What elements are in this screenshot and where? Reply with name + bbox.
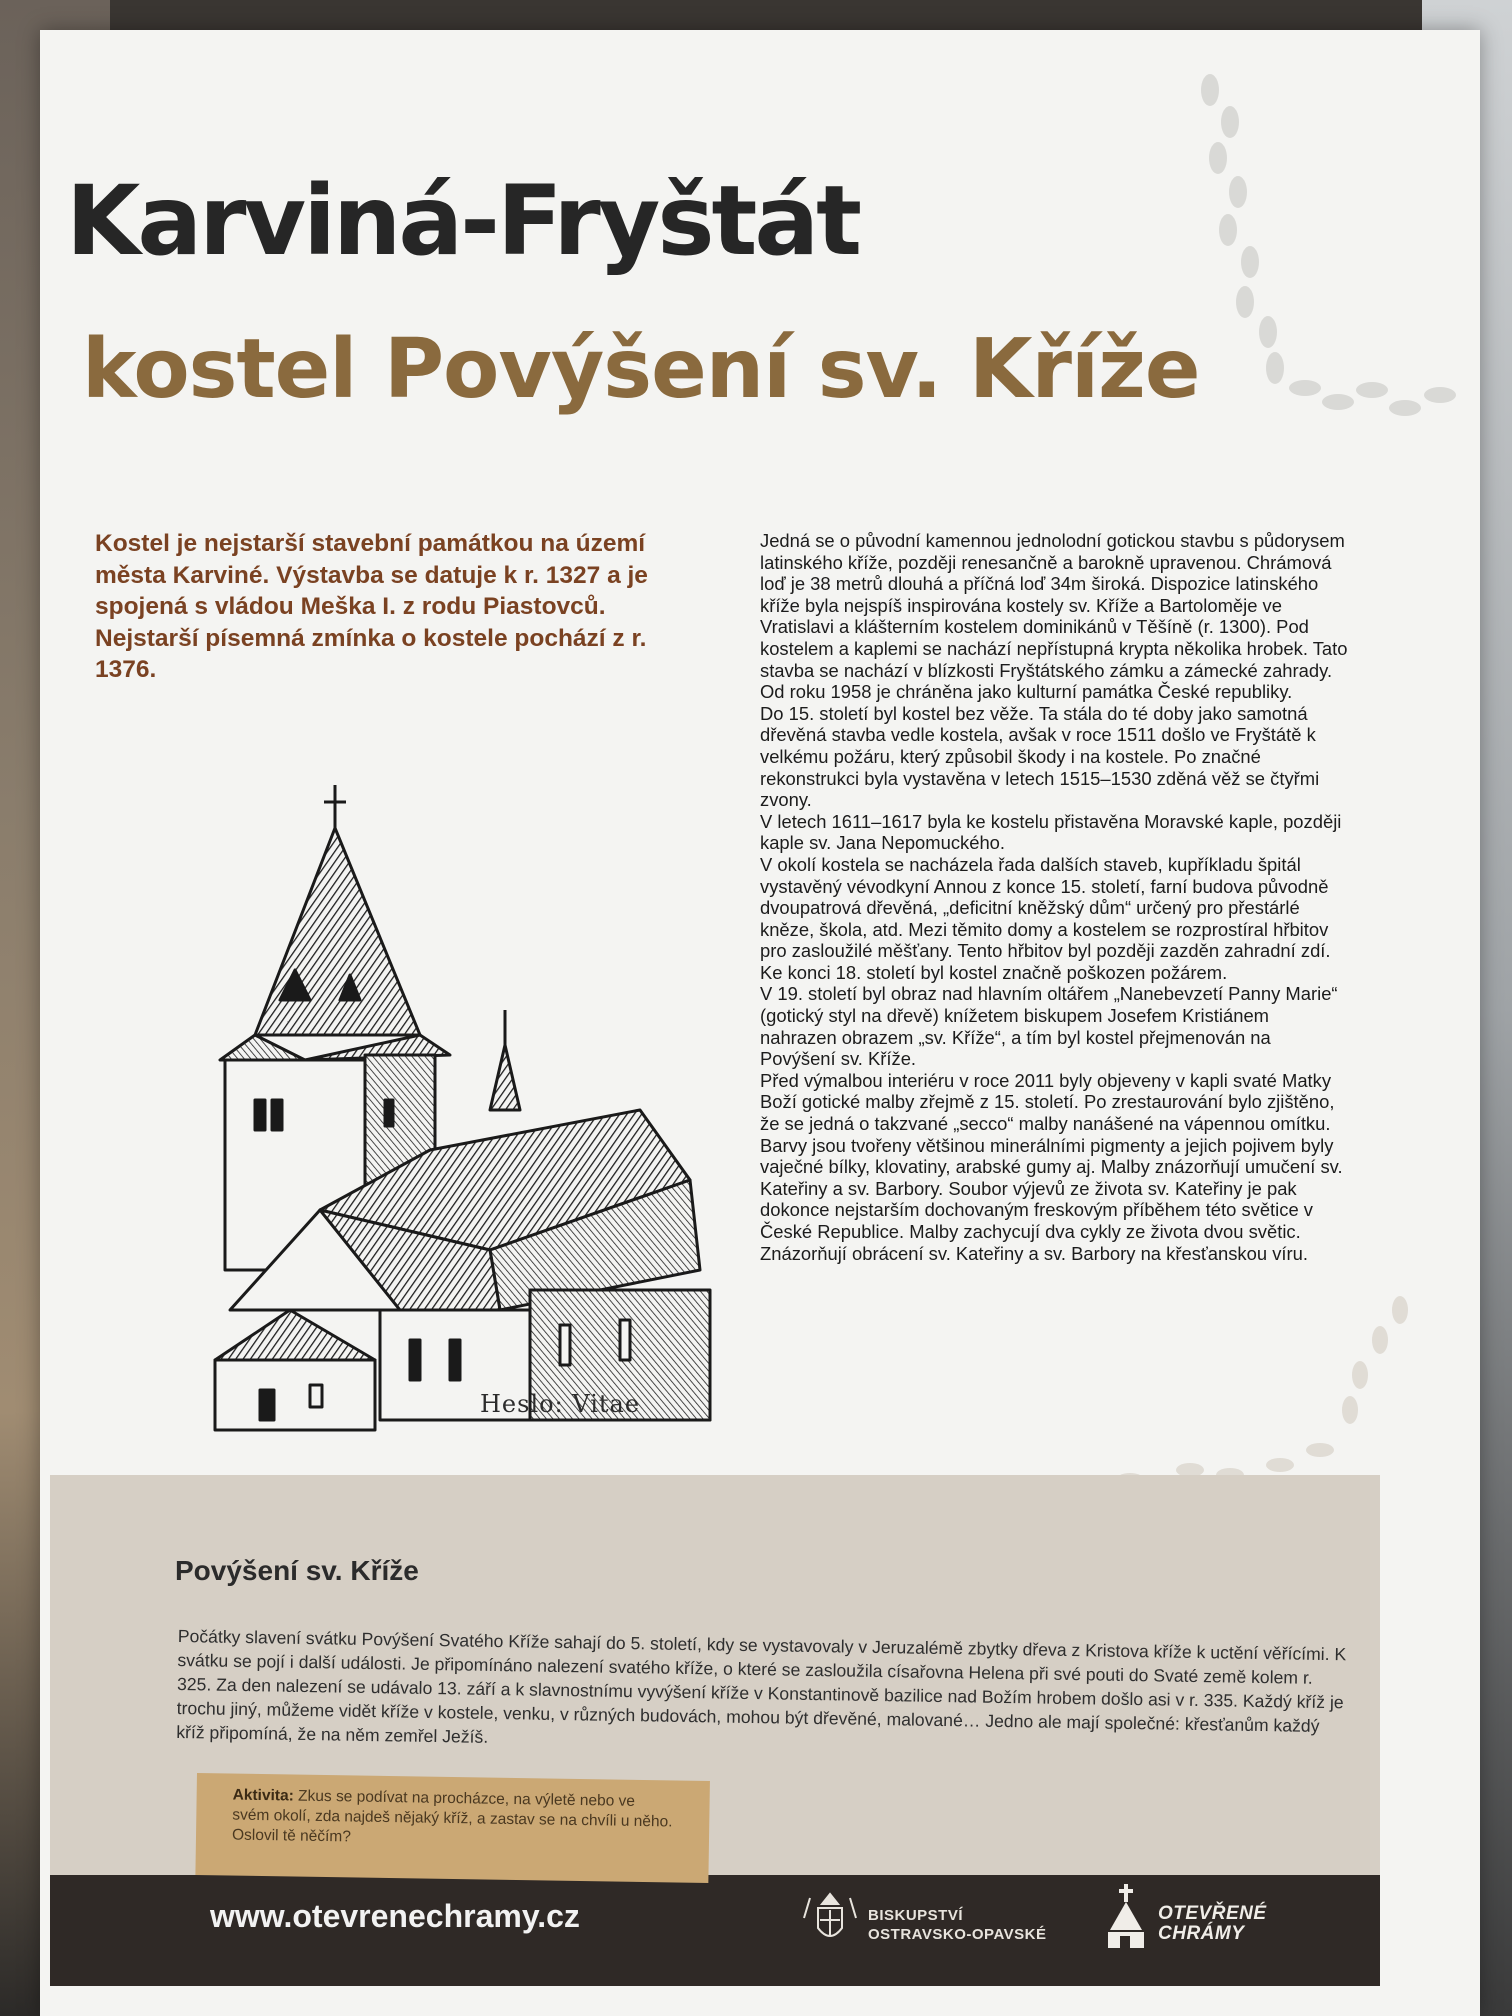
motto-caption: Heslo: Vitae: [480, 1390, 641, 1418]
footsteps-decoration: [1080, 30, 1480, 490]
history-paragraph: Jedná se o původní kamennou jednolodní gotickou stavbu s půdorysem latinského kříže, později renesančně a barokně upravenou. Chrámová loď je 38 metrů dlouhá a příčná loď 34m široká. Dispozice latinského kříže byla nejspíš inspirována kostely sv. Kříže a Bartoloměje ve Vratislavi a klášterním kostelem dominikánů v Těšíně (r. 1300). Pod kostelem a kaplemi se nachází nepřístupná krypta několika hrobek. Tato stavba se nachází v blízkosti Fryštátského zámku a zámecké zahrady. Od roku 1958 je chráněna jako kulturní památka České republiky.: [760, 530, 1348, 703]
activity-box: [195, 1773, 710, 1883]
bishopric-logo-line1: BISKUPSTVÍ: [868, 1907, 964, 1924]
history-paragraph: Ke konci 18. století byl kostel značně poškozen požárem.: [760, 961, 1228, 983]
website-link[interactable]: www.otevrenechramy.cz: [210, 1898, 580, 1934]
intro-paragraph: Kostel je nejstarší stavební památkou na území města Karviné. Výstavba se datuje k r. 1327 a je spojená s vládou Meška I. z rodu Piastovců. Nejstarší písemná zmínka o kostele pochází z r. 1376.: [95, 530, 648, 683]
page-title: Karviná-Fryštát: [66, 165, 860, 277]
history-text: [760, 530, 1350, 1264]
section-title: Povýšení sv. Kříže: [175, 1555, 419, 1586]
open-church-icon: [1100, 1880, 1152, 1954]
bishopric-logo-line2: OSTRAVSKO-OPAVSKÉ: [868, 1926, 1047, 1943]
bishop-coat-of-arms-icon: [800, 1888, 860, 1952]
open-churches-logo-line1: OTEVŘENÉ: [1158, 1903, 1267, 1924]
section-text: Počátky slavení svátku Povýšení Svatého Kříže sahají do 5. století, kdy se vystavovaly v Jeruzalémě zbytky dřeva z Kristova kříže k uctění věřícími. K svátku se pojí i další události. Je připomínáno nalezení svatého kříže, o které se zasloužila císařovna Helena při své pouti do Svaté země kolem r. 325. Za den nalezení se udávalo 13. září a k slavnostnímu vyvýšení kříže v Konstantinově bazilice nad Božím hrobem došlo asi v r. 335. Každý kříž je trochu jiný, můžeme vidět kříže v kostele, venku, v různých budovách, mohou být dřevěné, malované… Jedno ale mají společné: křesťanům každý kříž připomíná, že na něm zemřel Ježíš.: [176, 1625, 1347, 1747]
history-paragraph: V letech 1611–1617 byla ke kostelu přistavěna Moravské kaple, později kaple sv. Jana Nepomuckého.: [760, 810, 1342, 854]
history-paragraph: Před výmalbou interiéru v roce 2011 byly objeveny v kapli svaté Matky Boží gotické malby zřejmě z 15. století. Po zrestaurování bylo zjištěno, že se jedná o takzvané „secco“ malby nanášené na vápennou omítku. Barvy jsou tvořeny většinou minerálními pigmenty a jejich pojivem byly vaječné bílky, klovatiny, arabské gumy aj. Malby znázorňují umučení sv. Kateřiny a sv. Barbory. Soubor výjevů ze života sv. Kateřiny je pak dokonce nejstarším dochovaným freskovým příběhem této světice v České Republice. Malby zachycují dva cykly ze života dvou světic. Znázorňují obrácení sv. Kateřiny a sv. Barbory na křesťanskou víru.: [760, 1069, 1343, 1264]
history-paragraph: V 19. století byl obraz nad hlavním oltářem „Nanebevzetí Panny Marie“ (gotický styl na dřevě) knížetem biskupem Josefem Kristiánem nahrazen obrazem „sv. Kříže“, a tím byl kostel přejmenován na Povýšení sv. Kříže.: [760, 983, 1338, 1070]
open-churches-logo: [1100, 1880, 1320, 1960]
bishopric-logo: [800, 1888, 1060, 1958]
activity-text: Zkus se podívat na procházce, na výletě nebo ve svém okolí, zda najdeš nějaký kříž, a zastav se na chvíli u něho. Oslovil tě něčím?: [231, 1787, 673, 1846]
church-illustration: [200, 750, 760, 1440]
activity-label: Aktivita:: [232, 1786, 294, 1805]
page-subtitle: kostel Povýšení sv. Kříže: [82, 322, 1200, 417]
history-paragraph: Do 15. století byl kostel bez věže. Ta stála do té doby jako samotná dřevěná stavba vedle kostela, avšak v roce 1511 došlo ve Fryštátě k velkému požáru, který způsobil škody i na kostele. Po značné rekonstrukci byla vystavěna v letech 1515–1530 zděná věž se čtyřmi zvony.: [760, 702, 1320, 811]
open-churches-logo-line2: CHRÁMY: [1158, 1923, 1245, 1944]
history-paragraph: V okolí kostela se nacházela řada dalších staveb, kupříkladu špitál vystavěný vévodkyní Annou z konce 15. století, farní budova původně dvoupatrová dřevěná, „deficitní kněžský dům“ určený pro přestárlé kněze, škola, atd. Mezi těmito domy a kostelem se rozprostíral hřbitov pro zasloužilé měšťany. Tento hřbitov byl později zazděn zahradní zdí.: [760, 853, 1331, 962]
